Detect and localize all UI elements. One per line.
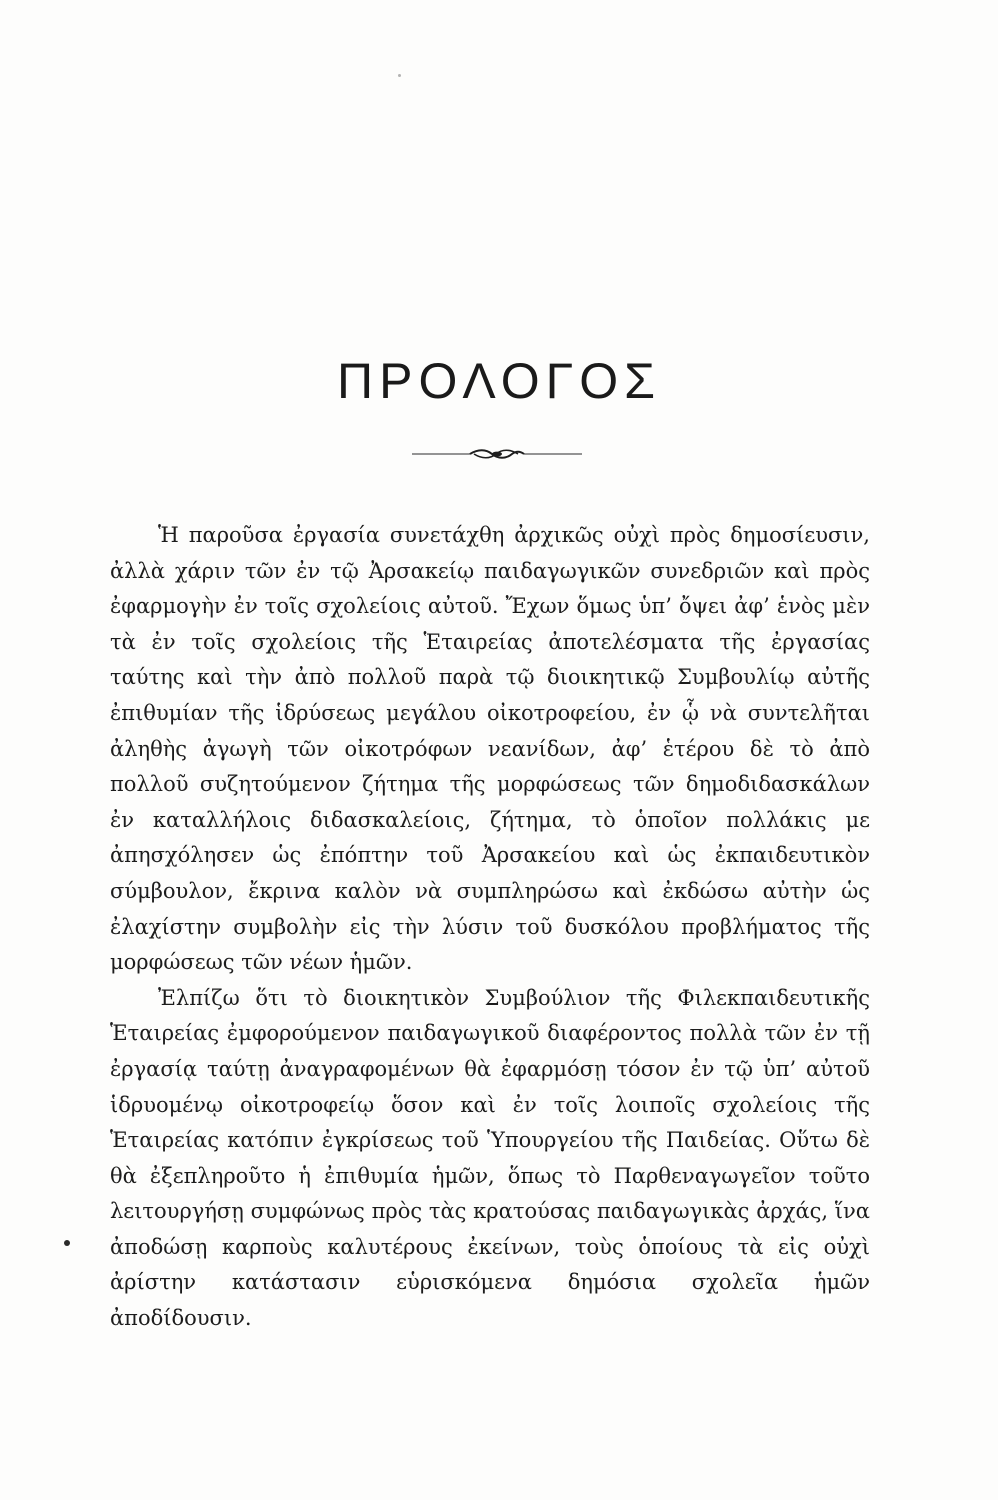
fleuron-rule-icon xyxy=(412,446,582,462)
paragraph-1: Ἡ παροῦσα ἐργασία συνετάχθη ἀρχικῶς οὐχὶ πρὸς δημοσίευσιν, ἀλλὰ χάριν τῶν ἐν τῷ Ἀρσακείῳ παιδαγωγικῶν συνεδριῶν καὶ πρὸς ἐφαρμογὴν ἐν τοῖς σχολείοις αὐτοῦ. Ἔχων ὅμως ὑπ’ ὄψει ἀφ’ ἑνὸς μὲν τὰ ἐν τοῖς σχολείοις τῆς Ἑταιρείας ἀποτελέσματα τῆς ἐργασίας ταύτης καὶ τὴν ἀπὸ πολλοῦ παρὰ τῷ διοικητικῷ Συμβουλίῳ αὐτῆς ἐπιθυμίαν τῆς ἱδρύσεως μεγάλου οἰκοτροφείου, ἐν ᾧ νὰ συντελῆται ἀληθὴς ἀγωγὴ τῶν οἰκοτρόφων νεανίδων, ἀφ’ ἑτέρου δὲ τὸ ἀπὸ πολλοῦ συζητούμενον ζήτημα τῆς μορφώσεως τῶν δημοδιδασκάλων ἐν καταλλήλοις διδασκαλείοις, ζήτημα, τὸ ὁποῖον πολλάκις με ἀπησχόλησεν ὡς ἐπόπτην τοῦ Ἀρσακείου καὶ ὡς ἐκπαιδευτικὸν σύμβουλον, ἔκρινα καλὸν νὰ συμπληρώσω καὶ ἐκδώσω αὐτὴν ὡς ἐλαχίστην συμβολὴν εἰς τὴν λύσιν τοῦ δυσκόλου προβλήματος τῆς μορφώσεως τῶν νέων ἡμῶν. xyxy=(110,523,870,975)
scan-speck xyxy=(398,74,401,77)
paragraph-2: Ἐλπίζω ὅτι τὸ διοικητικὸν Συμβούλιον τῆς Φιλεκπαιδευτικῆς Ἑταιρείας ἐμφορούμενον παιδαγωγικοῦ διαφέροντος πολλὰ τῶν ἐν τῇ ἐργασίᾳ ταύτῃ ἀναγραφομένων θὰ ἐφαρμόσῃ τόσον ἐν τῷ ὑπ’ αὐτοῦ ἱδρυομένῳ οἰκοτροφείῳ ὅσον καὶ ἐν τοῖς λοιποῖς σχολείοις τῆς Ἑταιρείας κατόπιν ἐγκρίσεως τοῦ Ὑπουργείου τῆς Παιδείας. Οὕτω δὲ θὰ ἐξεπληροῦτο ἡ ἐπιθυμία ἡμῶν, ὅπως τὸ Παρθεναγωγεῖον τοῦτο λειτουργήσῃ συμφώνως πρὸς τὰς κρατούσας παιδαγωγικὰς ἀρχάς, ἵνα ἀποδώσῃ καρποὺς καλυτέρους ἐκείνων, τοὺς ὁποίους τὰ εἰς οὐχὶ ἀρίστην κατάστασιν εὑρισκόμενα δημόσια σχολεῖα ἡμῶν ἀποδίδουσιν. xyxy=(110,985,870,1331)
preface-body xyxy=(110,518,870,1337)
page-title: ΠΡΟΛΟΓΟΣ xyxy=(336,353,662,409)
scan-speck xyxy=(64,1240,70,1246)
